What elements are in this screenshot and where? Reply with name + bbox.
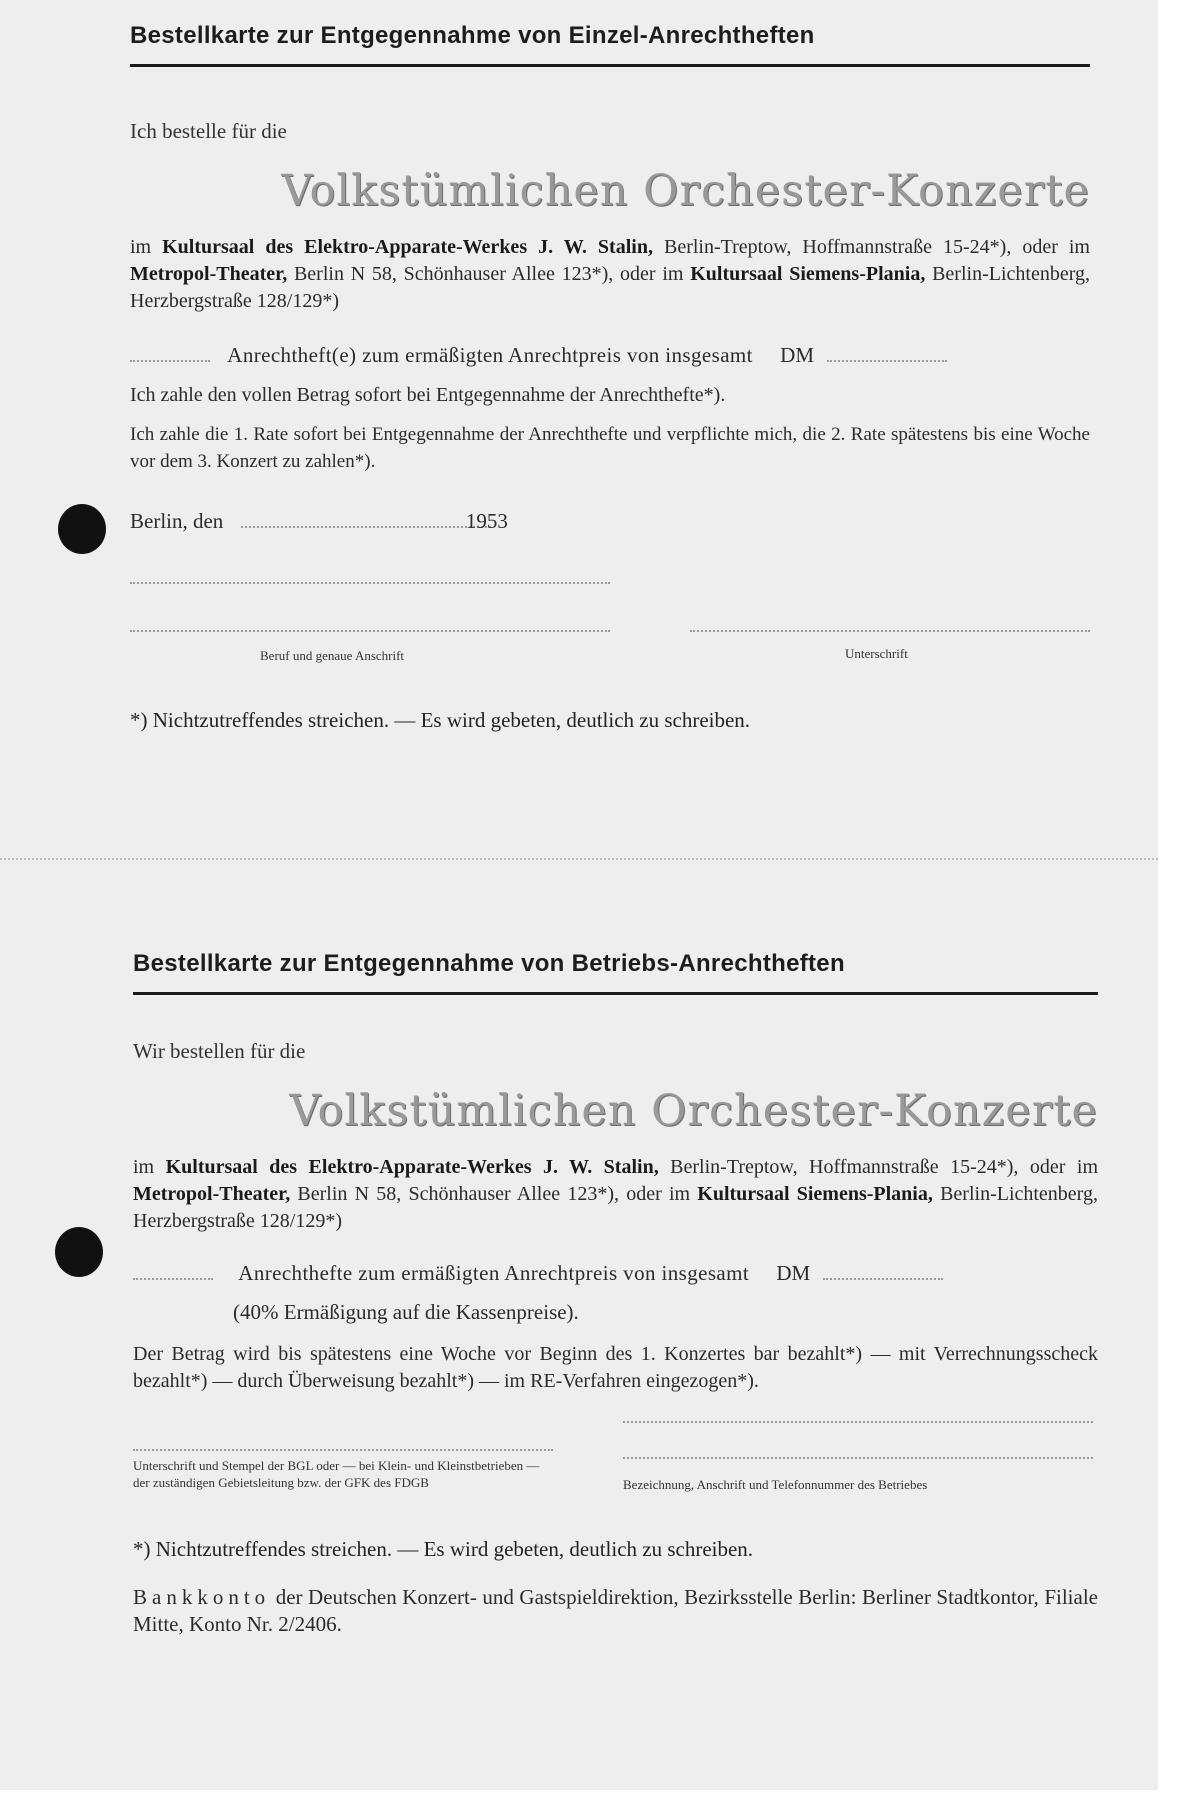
order-line-text: Anrechthefte zum ermäßigten Anrechtpreis von insgesamt <box>238 1261 750 1285</box>
event-title: Volkstümlichen Orchester-Konzerte <box>281 166 1090 216</box>
footnote: *) Nichtzutreffendes streichen. — Es wird gebeten, deutlich zu schreiben. <box>133 1537 754 1561</box>
venue-name: Kultursaal Siemens-Plania, <box>690 263 926 285</box>
venue-paragraph <box>130 234 1090 315</box>
title-rule <box>133 992 1098 995</box>
signature-label: Unterschrift <box>845 646 908 661</box>
amount-field[interactable] <box>827 360 947 362</box>
venue-name: Metropol-Theater, <box>133 1183 291 1205</box>
intro-text: Wir bestellen für die <box>133 1039 306 1063</box>
currency-label: DM <box>780 343 814 367</box>
venue-address: Berlin-Treptow, Hoffmannstraße 15-24*), oder im <box>658 1156 1098 1178</box>
signature-area <box>130 562 1090 672</box>
card-title: Bestellkarte zur Entgegennahme von Einzel-Anrechtheften <box>130 22 815 49</box>
event-title: Volkstümlichen Orchester-Konzerte <box>289 1086 1098 1136</box>
venue-text: im <box>133 1156 166 1178</box>
punch-hole-top <box>58 504 106 554</box>
payment-options: Der Betrag wird bis spätestens eine Woche vor Beginn des 1. Konzertes bar bezahlt*) — mit Verrechnungsscheck bezahlt*) — durch Überweisung bezahlt*) — im RE-Verfahren eingezogen*). <box>133 1343 1098 1392</box>
address-line-1[interactable] <box>130 582 610 584</box>
bank-label: Bankkonto <box>133 1585 271 1609</box>
venue-name: Kultursaal des Elektro-Apparate-Werkes J. W. Stalin, <box>165 1156 659 1178</box>
currency-label: DM <box>776 1261 811 1285</box>
stamp-signature-line[interactable] <box>133 1449 553 1451</box>
venue-address: Berlin-Lichtenberg, Herzbergstraße 128/129*) <box>133 1183 1098 1232</box>
venue-name: Kultursaal des Elektro-Apparate-Werkes J. W. Stalin, <box>162 236 653 258</box>
venue-paragraph <box>133 1154 1098 1235</box>
quantity-field[interactable] <box>133 1278 213 1280</box>
card-title: Bestellkarte zur Entgegennahme von Betriebs-Anrechtheften <box>133 950 845 977</box>
stamp-label: Unterschrift und Stempel der BGL oder — bei Klein- und Kleinstbetrieben — der zuständigen Gebietsleitung bzw. der GFK des FDGB <box>133 1458 540 1490</box>
discount-note: (40% Ermäßigung auf die Kassenpreise). <box>233 1300 579 1324</box>
order-quantity-row <box>133 1261 1098 1286</box>
venue-name: Metropol-Theater, <box>130 263 288 285</box>
signature-line[interactable] <box>690 630 1090 632</box>
bank-text: der Deutschen Konzert- und Gastspieldirektion, Bezirksstelle Berlin: Berliner Stadtkontor, Filiale Mitte, Konto Nr. 2/2406. <box>133 1585 1098 1636</box>
signature-area <box>133 1417 1098 1507</box>
order-quantity-row <box>130 343 1090 368</box>
venue-address: Berlin N 58, Schönhauser Allee 123*), oder im <box>287 263 691 285</box>
title-rule <box>130 64 1090 67</box>
venue-text: im <box>130 236 163 258</box>
footnote: *) Nichtzutreffendes streichen. — Es wird gebeten, deutlich zu schreiben. <box>130 708 751 732</box>
venue-address: Berlin-Lichtenberg, Herzbergstraße 128/129*) <box>130 263 1090 312</box>
address-label: Beruf und genaue Anschrift <box>260 648 405 663</box>
date-field[interactable] <box>241 526 491 528</box>
order-line-text: Anrechtheft(e) zum ermäßigten Anrechtpreis von insgesamt <box>227 343 753 367</box>
place-date-row <box>130 509 1090 534</box>
venue-name: Kultursaal Siemens-Plania, <box>697 1183 933 1205</box>
year-label: 1953 <box>465 509 508 533</box>
address-line-2[interactable] <box>130 630 610 632</box>
venue-address: Berlin-Treptow, Hoffmannstraße 15-24*), oder im <box>652 236 1090 258</box>
venue-address: Berlin N 58, Schönhauser Allee 123*), oder im <box>290 1183 698 1205</box>
payment-full-option: Ich zahle den vollen Betrag sofort bei Entgegennahme der Anrechthefte*). <box>130 384 726 406</box>
bank-details <box>133 1584 1098 1638</box>
company-line-2[interactable] <box>623 1457 1093 1459</box>
order-card-individual <box>130 22 1090 733</box>
perforation-line <box>0 858 1158 860</box>
company-line-1[interactable] <box>623 1421 1093 1423</box>
payment-rates-option: Ich zahle die 1. Rate sofort bei Entgegennahme der Anrechthefte und verpflichte mich, die 2. Rate spätestens bis eine Woche vor dem 3. Konzert zu zahlen*). <box>130 424 1090 472</box>
place-date-label: Berlin, den <box>130 509 224 533</box>
punch-hole-bottom <box>55 1227 103 1277</box>
company-label: Bezeichnung, Anschrift und Telefonnummer des Betriebes <box>623 1477 928 1492</box>
order-card-company <box>133 950 1098 1638</box>
intro-text: Ich bestelle für die <box>130 119 287 143</box>
amount-field[interactable] <box>823 1278 943 1280</box>
quantity-field[interactable] <box>130 360 210 362</box>
